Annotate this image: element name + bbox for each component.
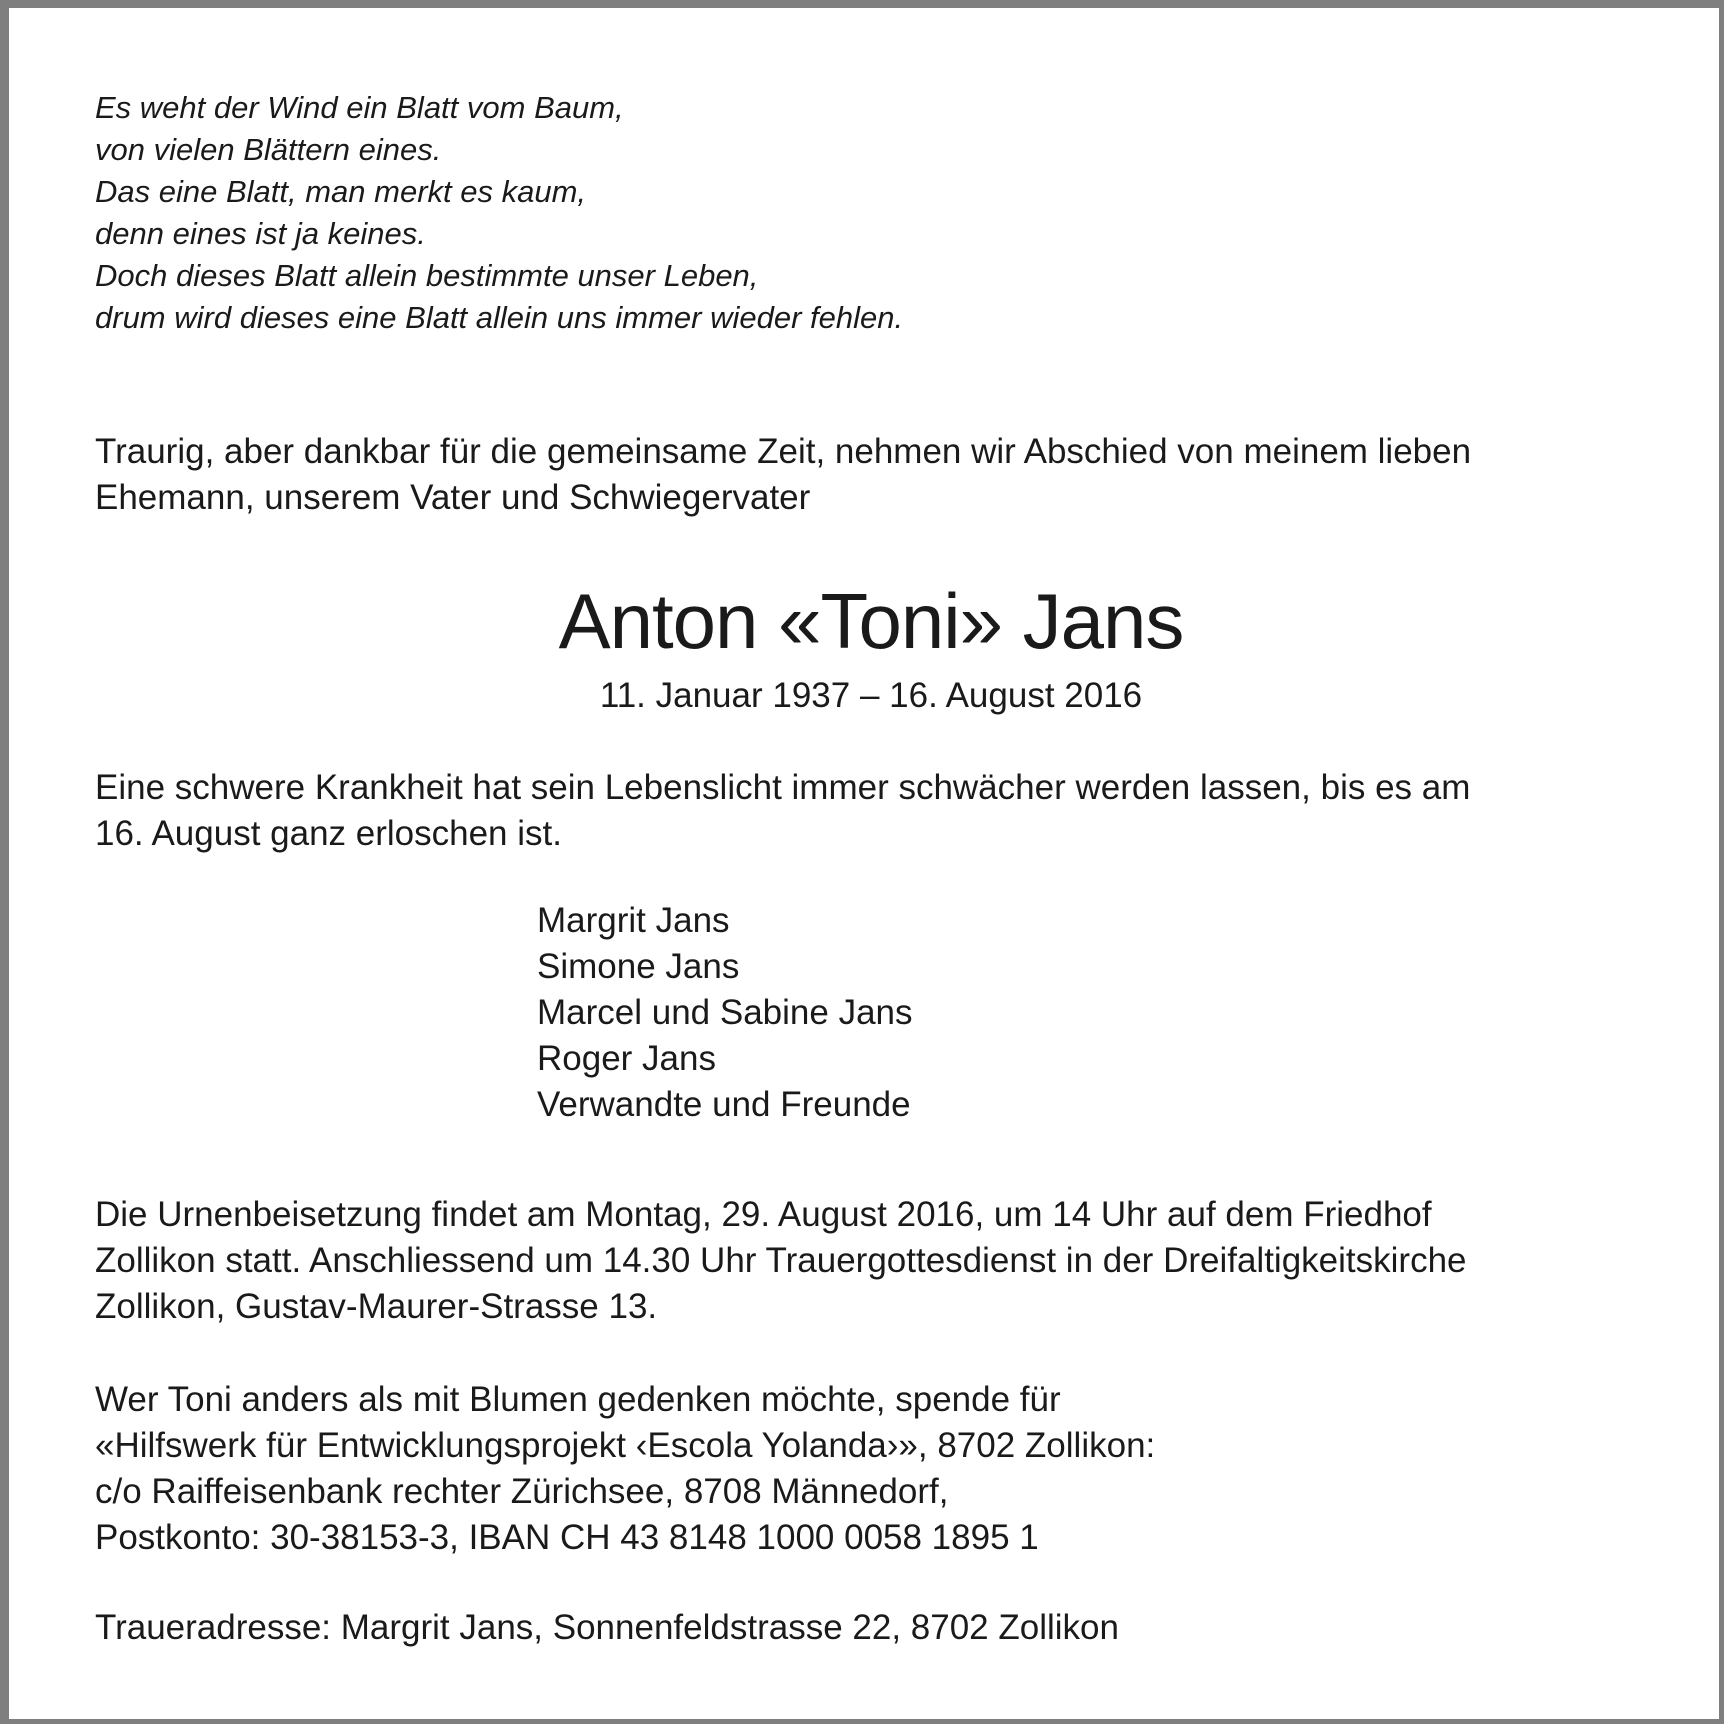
poem-line: drum wird dieses eine Blatt allein uns immer wieder fehlen. <box>95 300 904 335</box>
mourning-address <box>95 1605 1119 1651</box>
poem-line: Das eine Blatt, man merkt es kaum, <box>95 174 587 209</box>
poem-line: Es weht der Wind ein Blatt vom Baum, <box>95 90 624 125</box>
mourner-name: Simone Jans <box>537 947 740 986</box>
poem-line: denn eines ist ja keines. <box>95 216 426 251</box>
intro-paragraph <box>95 429 1471 521</box>
donation-line: c/o Raiffeisenbank rechter Zürichsee, 8708 Männedorf, <box>95 1472 949 1511</box>
mourner-name: Margrit Jans <box>537 901 730 940</box>
poem <box>95 87 903 339</box>
life-dates: 11. Januar 1937 – 16. August 2016 <box>599 676 1143 715</box>
illness-line: 16. August ganz erloschen ist. <box>95 814 562 853</box>
service-line: Zollikon, Gustav-Maurer-Strasse 13. <box>95 1287 658 1326</box>
donation-line: Wer Toni anders als mit Blumen gedenken möchte, spende für <box>95 1380 1061 1419</box>
address-line: Traueradresse: Margrit Jans, Sonnenfeldstrasse 22, 8702 Zollikon <box>95 1608 1119 1647</box>
poem-line: von vielen Blättern eines. <box>95 132 442 167</box>
deceased-name: Anton «Toni» Jans <box>558 577 1184 665</box>
mourners-list <box>537 898 913 1128</box>
intro-line: Traurig, aber dankbar für die gemeinsame Zeit, nehmen wir Abschied von meinem lieben <box>95 432 1472 471</box>
intro-line: Ehemann, unserem Vater und Schwiegervater <box>95 478 811 517</box>
service-line: Zollikon statt. Anschliessend um 14.30 Uhr Trauergottesdienst in der Dreifaltigkeitskirche <box>95 1241 1467 1280</box>
mourner-name: Verwandte und Freunde <box>537 1085 911 1124</box>
illness-line: Eine schwere Krankheit hat sein Lebenslicht immer schwächer werden lassen, bis es am <box>95 768 1471 807</box>
mourner-name: Roger Jans <box>537 1039 716 1078</box>
poem-line: Doch dieses Blatt allein bestimmte unser Leben, <box>95 258 759 293</box>
donation-line: «Hilfswerk für Entwicklungsprojekt ‹Escola Yolanda›», 8702 Zollikon: <box>95 1426 1156 1465</box>
service-line: Die Urnenbeisetzung findet am Montag, 29. August 2016, um 14 Uhr auf dem Friedhof <box>95 1195 1432 1234</box>
donation-line: Postkonto: 30-38153-3, IBAN CH 43 8148 1000 0058 1895 1 <box>95 1518 1039 1557</box>
mourner-name: Marcel und Sabine Jans <box>537 993 913 1032</box>
donation-paragraph <box>95 1377 1155 1561</box>
service-paragraph <box>95 1192 1467 1330</box>
illness-paragraph <box>95 765 1470 857</box>
